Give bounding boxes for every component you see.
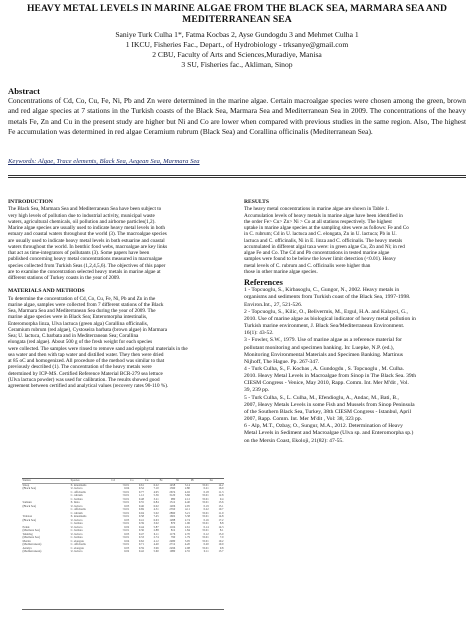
table-cell: Erdek bbox=[22, 524, 30, 529]
table-row bbox=[22, 550, 224, 554]
table-cell: C. barbata bbox=[70, 496, 83, 501]
reference-line: 2010. Use of marine algae as biological indicator of heavy metal pollution in bbox=[244, 315, 416, 322]
table-cell: 0.46 bbox=[138, 503, 144, 508]
results-heading: RESULTS bbox=[244, 199, 269, 205]
table-cell: 2.88 bbox=[153, 528, 159, 532]
table-cell: <0.01 bbox=[122, 507, 130, 511]
introduction-heading: INTRODUCTION bbox=[8, 199, 53, 205]
methods-heading: MATERIALS AND METHODS bbox=[8, 288, 85, 295]
table-cell: 0.02 bbox=[124, 524, 130, 529]
table-cell: 10.9 bbox=[218, 542, 224, 546]
text-line: lactuca and C. officinalis, Ni in E. linza and C. officinalis. The heavy metals bbox=[244, 237, 403, 244]
title-line: HEAVY METAL LEVELS IN MARINE ALGAE FROM THE BLACK SEA, MARMARA SEA AND bbox=[26, 3, 448, 14]
methods-text bbox=[8, 296, 234, 390]
reference-line: pollutant monitoring and specimen banking. In: Luepke, N.P. (ed.), bbox=[244, 344, 395, 351]
table-cell: 812 bbox=[170, 528, 176, 532]
table-cell: 0.05 bbox=[124, 545, 130, 550]
table-cell: 0.14 bbox=[203, 524, 209, 529]
table-cell: U. lactuca bbox=[70, 549, 83, 553]
table-cell: <0.01 bbox=[122, 489, 130, 494]
table-cell: 7.45 bbox=[153, 514, 159, 518]
table-header-cell: Zn bbox=[209, 479, 224, 483]
text-line: estuary and coastal waters throughout the world (3). The macroalgae species bbox=[8, 231, 167, 238]
table-cell: (Marmara Sea) bbox=[22, 535, 40, 539]
table-cell: U. lactuca bbox=[70, 503, 83, 508]
text-line: Marine algae species are usually used to indicate heavy metal levels in both bbox=[8, 225, 166, 231]
table-cell: 0.05 bbox=[124, 517, 130, 522]
table-cell: 0.69 bbox=[138, 507, 144, 511]
table-cell: U. lactuca bbox=[70, 486, 83, 490]
table-cell: 0.21 bbox=[203, 486, 209, 490]
table-cell: Mersin bbox=[22, 538, 31, 543]
text-line: in C. rubrum; Cd in U. lactuca and C. elongata, Zn in U. lactuca; Pb in U. bbox=[244, 231, 397, 238]
table-cell: 0.19 bbox=[203, 503, 209, 508]
text-line: Sea, Marmara Sea and Mediterranean Sea during the year of 2009. The bbox=[8, 308, 156, 314]
table-cell: 980 bbox=[170, 496, 176, 501]
table-cell: 0.12 bbox=[203, 531, 209, 536]
table-cell: 0.04 bbox=[124, 486, 130, 490]
table-cell: <0.01 bbox=[201, 514, 209, 518]
text-line: the order Fe> Cu> Zn> Ni > Co at all stations respectively. The highest bbox=[244, 218, 392, 225]
table-cell: 3.21 bbox=[153, 496, 159, 501]
text-line: marine algae species were in Black Sea; Enteromorpha intestinalis, bbox=[8, 314, 148, 321]
table-cell: 3.38 bbox=[184, 514, 190, 518]
table-cell: 1104 bbox=[169, 524, 176, 529]
table-cell: 7.9 bbox=[219, 535, 224, 539]
table-cell: 0.22 bbox=[203, 507, 209, 511]
reference-line: organisms and sediments from Turkish coast of the Black Sea, 1997-1998. bbox=[244, 294, 411, 301]
table-cell: 0.02 bbox=[124, 549, 130, 553]
table-cell: 0.58 bbox=[138, 514, 144, 518]
table-cell: 0.39 bbox=[138, 521, 144, 525]
reference-line: 39, 239 pp. bbox=[244, 387, 270, 394]
table-cell: 12.8 bbox=[218, 493, 224, 497]
table-cell: Tekirdag bbox=[22, 531, 33, 536]
reference-line: on the Mersin Coast, Ekoloji, 21(82): 47-55. bbox=[244, 437, 344, 444]
table-cell: 15.0 bbox=[218, 531, 224, 536]
section-divider bbox=[8, 175, 466, 178]
reference-line: Monitoring Environmental Materials and Specimen Banking. Martinus bbox=[244, 351, 403, 358]
title-line: MEDITERRANEAN SEA bbox=[182, 14, 292, 25]
table-cell: <0.01 bbox=[122, 514, 130, 518]
table-header-cell: Ni bbox=[176, 479, 191, 483]
table-cell: 0.59 bbox=[138, 545, 144, 550]
introduction-text bbox=[8, 206, 234, 281]
right-column bbox=[244, 199, 472, 445]
table-header-cell: Co bbox=[130, 479, 145, 483]
table-cell: 0.16 bbox=[203, 517, 209, 522]
table-cell: C. officinalis bbox=[70, 542, 86, 546]
reference-line: 4 - Turk Culha, S., F. Kocbas , A. Gundogdu , S. Topcuoglu , M. Culha. bbox=[244, 365, 405, 372]
table-cell: <0.01 bbox=[201, 496, 209, 501]
table-cell: 2.61 bbox=[184, 524, 190, 529]
text-line: those in other marine algae species. bbox=[244, 268, 318, 275]
table-cell: <0.01 bbox=[122, 500, 130, 504]
table-cell: 0.20 bbox=[203, 542, 209, 546]
text-line: were collected. The samples were rinsed to remove sand and epiphytal materials in the bbox=[8, 345, 188, 352]
table-cell: 1.84 bbox=[184, 528, 190, 532]
table-cell: C. officinalis bbox=[70, 489, 86, 494]
table-cell: 2712 bbox=[169, 542, 176, 546]
text-line: Ceramium rubrum (red algae), Cystoseira barbata (brown algae) in Marmara bbox=[8, 326, 168, 333]
table-cell: 3.96 bbox=[153, 545, 159, 550]
heavy-metal-table bbox=[22, 478, 224, 610]
text-line: accumulated in different algal taxa were: in green algae Cu, Zn and Ni; in red bbox=[244, 243, 405, 250]
table-cell: <0.01 bbox=[122, 521, 130, 525]
reference-line: 2010. Heavy Metal Levels in Macroalgae from Sinop in The Black Sea. 39th bbox=[244, 373, 417, 380]
reference-line: 1 - Topcuoglu, S., Kirbasoglu, C., Gungor, N., 2002. Heavy metals in bbox=[244, 287, 400, 294]
affiliation: 2 CBU, Faculty of Arts and Sciences,Muradiye, Manisa bbox=[152, 50, 322, 59]
table-cell: C. officinalis bbox=[70, 507, 86, 511]
table-cell: 0.62 bbox=[138, 538, 144, 543]
table-cell: 1458 bbox=[169, 482, 176, 487]
references-list bbox=[244, 287, 472, 444]
table-cell: 6.22 bbox=[153, 482, 159, 487]
reference-line: 5 - Turk Culha, S., L. Culha, M., Efendioglu, A., Andac, M., Bati, B., bbox=[244, 394, 399, 401]
table-cell: 3.66 bbox=[184, 493, 190, 497]
table-cell: 870 bbox=[170, 521, 176, 525]
table-cell: E. intestinalis bbox=[70, 482, 87, 487]
table-cell: <0.01 bbox=[122, 493, 130, 497]
table-cell: C. elongata bbox=[70, 538, 84, 543]
table-cell: 4.31 bbox=[153, 507, 159, 511]
table-cell: 5.60 bbox=[153, 549, 159, 553]
table-cell: (Black Sea) bbox=[22, 486, 37, 490]
table-cell: 4.95 bbox=[153, 489, 159, 494]
table-cell: (Black Sea) bbox=[22, 517, 37, 522]
text-line: Enteromorpha linza, Ulva lactuca (green alga) Corallina officinalis, bbox=[8, 320, 149, 327]
table-cell: 0.61 bbox=[138, 482, 144, 487]
table-cell: 2674 bbox=[169, 489, 176, 494]
table-cell: 4.20 bbox=[184, 542, 190, 546]
table-cell: 0.55 bbox=[138, 500, 144, 504]
table-cell: 5.02 bbox=[153, 510, 159, 515]
abstract-text: Concentrations of Cd, Co, Cu, Fe, Ni, Pb and Zn were determined in the marine algae. Certain macroalgae species were chosen among the green, brown and red algae species at 7 stations in the Turkish coasts of the Black Sea, Marmara Sea and Mediterranean Sea in 2009. The concentrations of the heavy metals Fe, Zn and Cu in the present study are higher but Ni and Co are lower when compared with previous studies in the same region. Also, The highest Fe accumulation was determined in red algae Ceramium rubrum (Black Sea) and Corallina officinalis (Mediterranean Sea). bbox=[8, 96, 466, 136]
text-line: The heavy metal concentrations in marine algae are shown in Table 1. bbox=[244, 206, 390, 213]
table-cell: 0.33 bbox=[138, 535, 144, 539]
table-cell: 17.2 bbox=[218, 517, 224, 522]
table-cell: C. rubrum bbox=[70, 510, 83, 515]
table-cell: 14.3 bbox=[218, 524, 224, 529]
table-cell: 10.2 bbox=[218, 538, 224, 543]
table-cell: Antalya bbox=[22, 545, 32, 550]
table-cell: 2.95 bbox=[184, 503, 190, 508]
text-line: different stations of Turkey coasts in the year of 2009. bbox=[8, 275, 121, 281]
reference-line: 2007, Heavy Metals Levels in some Fish and Mussels from Sinop Peninsula bbox=[244, 401, 415, 408]
text-line: uptake in marine algae species at the sampling sites were as follows: Fe and Co bbox=[244, 225, 409, 231]
table-cell: C. rubrum bbox=[70, 493, 83, 497]
table-cell: 0.44 bbox=[138, 524, 144, 529]
table-cell: Samsun bbox=[22, 500, 32, 504]
text-line: determined by ICP-MS. Certified Reference Material BCR-279 sea lettuce bbox=[8, 370, 163, 377]
table-cell: 790 bbox=[170, 535, 176, 539]
table-cell: 1.96 bbox=[184, 521, 190, 525]
table-cell: 4.40 bbox=[153, 542, 159, 546]
table-cell: 0.42 bbox=[138, 549, 144, 553]
table-cell: <0.01 bbox=[201, 493, 209, 497]
table-cell: 7.10 bbox=[153, 486, 159, 490]
table-cell: 16.9 bbox=[218, 486, 224, 490]
table-cell: E. linza bbox=[70, 500, 80, 504]
table-cell: <0.01 bbox=[122, 542, 130, 546]
text-line: Accumulation levels of heavy metals in marine algae have been identified in bbox=[244, 212, 403, 219]
table-body bbox=[22, 483, 224, 554]
table-cell: 0.94 bbox=[138, 510, 144, 515]
table-cell: 2.80 bbox=[184, 486, 190, 490]
table-cell: C. elongata bbox=[70, 545, 84, 550]
table-cell: 0.48 bbox=[138, 496, 144, 501]
table-cell: 13.7 bbox=[218, 549, 224, 553]
table-cell: <0.01 bbox=[201, 535, 209, 539]
table-cell: (Mediterranean) bbox=[22, 542, 42, 546]
text-line: Sea; U. lactuca, C.barbata and in Mediterranean Sea; Corallina bbox=[8, 333, 139, 339]
table-cell: <0.01 bbox=[122, 535, 130, 539]
table-cell: 0.77 bbox=[138, 489, 144, 494]
table-cell: 6.02 bbox=[153, 503, 159, 508]
table-cell: 6.11 bbox=[153, 531, 159, 536]
keywords-line: Keywords: Algae, Trace elements, Black Sea, Aegean Sea, Marmara Sea bbox=[8, 158, 200, 165]
text-line: The Black Sea, Marmara Sea and Mediterranean Sea have been subject to bbox=[8, 206, 162, 213]
table-cell: 1288 bbox=[169, 517, 176, 522]
text-line: waters, agricultural chemicals, oil pollution and airborne particles(1,2). bbox=[8, 218, 156, 225]
text-line: are to examine the concentration selected heavy metals in marine algae at bbox=[8, 268, 161, 275]
table-cell: 8.8 bbox=[219, 521, 224, 525]
table-cell: 0.52 bbox=[138, 486, 144, 490]
table-cell: <0.01 bbox=[122, 496, 130, 501]
table-cell: (Black Sea) bbox=[22, 503, 37, 508]
text-line: metal levels of C. rubrum and C. officinalis were higher than bbox=[244, 262, 371, 269]
table-cell: 3.02 bbox=[153, 521, 159, 525]
table-cell: 1176 bbox=[169, 531, 176, 536]
table-cell: <0.01 bbox=[122, 528, 130, 532]
table-header-cell: Pb bbox=[190, 479, 209, 483]
table-cell: <0.01 bbox=[201, 500, 209, 504]
table-cell: <0.01 bbox=[201, 482, 209, 487]
table-cell: 2890 bbox=[169, 510, 176, 515]
table-cell: 2.12 bbox=[184, 496, 190, 501]
table-header-cell: Cd bbox=[111, 479, 130, 483]
table-cell: Sinop bbox=[22, 482, 30, 487]
table-cell: 3.05 bbox=[184, 538, 190, 543]
table-cell: <0.01 bbox=[201, 538, 209, 543]
text-line: published concerning heavy metal concentrations measured in macroalgae bbox=[8, 256, 163, 263]
table-cell: 2480 bbox=[169, 538, 176, 543]
results-text bbox=[244, 206, 472, 275]
reference-line: 2 - Topcuoglu, S., Kilic, O., Belivermis, M., Ergul, H.A. and Kalayci, G., bbox=[244, 308, 408, 315]
table-cell: <0.01 bbox=[201, 510, 209, 515]
table-cell: <0.01 bbox=[122, 510, 130, 515]
table-cell: U. lactuca bbox=[70, 517, 83, 522]
table-header-cell: Species bbox=[70, 479, 111, 483]
author-block bbox=[40, 30, 434, 70]
table-cell: 0.11 bbox=[203, 549, 209, 553]
table-cell: 0.36 bbox=[138, 528, 144, 532]
text-line: agreement between certified and analytical values (recovery rates 90-110 %). bbox=[8, 383, 169, 389]
text-line: waters throughout the world. In benthic food webs, macroalgae are key links bbox=[8, 243, 168, 250]
text-line: at 85 oC and homogenized. All procedure of the method was similar to that bbox=[8, 358, 165, 364]
table-cell: 2.74 bbox=[153, 535, 159, 539]
text-line: marine algae, samples were collected from 7 different stations of the Black bbox=[8, 301, 164, 308]
paper-title bbox=[18, 3, 456, 25]
table-cell: 13.6 bbox=[218, 500, 224, 504]
table-cell: 5.36 bbox=[153, 493, 159, 497]
table-cell: 0.47 bbox=[138, 531, 144, 536]
table-header-cell: Cu bbox=[144, 479, 159, 483]
table-cell: (Marmara Sea) bbox=[22, 528, 40, 532]
table-cell: 10.7 bbox=[218, 507, 224, 511]
table-cell: 14.2 bbox=[218, 482, 224, 487]
table-cell: 4.11 bbox=[184, 507, 190, 511]
table-cell: Trabzon bbox=[22, 514, 33, 518]
table-cell: 0.71 bbox=[138, 542, 144, 546]
data-table bbox=[22, 479, 224, 554]
text-line: elongata (red algae). About 500 g of the fresh weight for each species bbox=[8, 339, 153, 346]
table-cell: 2296 bbox=[169, 545, 176, 550]
reference-line: 16(1): 43-52. bbox=[244, 330, 274, 337]
table-cell: (Mediterranean) bbox=[22, 549, 42, 553]
reference-line: 3 - Fowler, S.W., 1979. Use of marine algae as a reference material for bbox=[244, 337, 402, 344]
references-heading: References bbox=[244, 278, 283, 287]
affiliation: 3 SU, Fisheries fac., Akliman, Sinop bbox=[181, 60, 293, 69]
table-cell: 5.87 bbox=[153, 524, 159, 529]
table-cell: 3120 bbox=[169, 493, 176, 497]
text-line: species collected from Turkish Seas (1,2,4,5,6). The objectives of this paper bbox=[8, 262, 166, 269]
table-cell: 2350 bbox=[169, 507, 176, 511]
table-cell: 6.63 bbox=[153, 517, 159, 522]
table-cell: 1390 bbox=[169, 486, 176, 490]
table-cell: 3.14 bbox=[184, 482, 190, 487]
table-cell: 2.98 bbox=[184, 545, 190, 550]
table-cell: 4.40 bbox=[184, 500, 190, 504]
table-cell: 8.1 bbox=[219, 528, 224, 532]
table-cell: 11.9 bbox=[218, 510, 224, 515]
text-line: samples were found to be below the lower limit detection (<0.01). Heavy bbox=[244, 256, 397, 263]
text-line: are usually used to indicate heavy metal levels in both estuarine and coastal bbox=[8, 237, 165, 244]
table-header-cell: Station bbox=[22, 479, 70, 483]
table-cell: 0.03 bbox=[124, 503, 130, 508]
author-list: Saniye Turk Culha 1*, Fatma Kocbas 2, Ayse Gundogdu 3 and Mehmet Culha 1 bbox=[115, 30, 359, 39]
table-cell: 1080 bbox=[169, 549, 176, 553]
table-cell: 2.74 bbox=[184, 517, 190, 522]
table-cell: 2.55 bbox=[184, 549, 190, 553]
table-cell: 0.04 bbox=[124, 538, 130, 543]
table-cell: C. barbata bbox=[70, 528, 83, 532]
text-line: algae Fe and Co. The Cd and Pb concentrations in tested marine algae bbox=[244, 250, 390, 256]
text-line: previously described (1). The concentration of the heavy metals were bbox=[8, 364, 152, 371]
text-line: very high levels of pollution due to industrial activity, municipal waste bbox=[8, 212, 155, 219]
reference-line: Metal Levels in Sediment and Macroalgae (Ulva sp. and Enteromorpha sp.) bbox=[244, 430, 414, 437]
reference-line: 2007, Rapp. Comm. Int. Mer M'dit , Vol: 38, 323 pp. bbox=[244, 416, 363, 423]
table-cell: 2.70 bbox=[184, 531, 190, 536]
table-cell: <0.01 bbox=[201, 528, 209, 532]
table-cell: 0.03 bbox=[124, 531, 130, 536]
table-cell: U. lactuca bbox=[70, 524, 83, 529]
reference-line: Nijhoff, The Hague. Pp. 267-347. bbox=[244, 358, 320, 365]
table-cell: 14.8 bbox=[218, 514, 224, 518]
left-column bbox=[8, 199, 234, 389]
table-cell: <0.01 bbox=[201, 521, 209, 525]
text-line: sea water and then with tap water and distilled water. They then were dried bbox=[8, 351, 164, 358]
table-cell: 1206 bbox=[169, 503, 176, 508]
table-header-cell: Fe bbox=[159, 479, 176, 483]
table-cell: 3.21 bbox=[184, 510, 190, 515]
reference-line: Turkish marine environment, J. Black Sea/Mediterranean Environment. bbox=[244, 323, 405, 330]
text-line: (Ulva lactuca powder) was used for calibration. The results showed good bbox=[8, 376, 160, 383]
abstract-heading: Abstract bbox=[8, 86, 40, 96]
table-cell: 0.18 bbox=[203, 489, 209, 494]
text-line: that act as time-integrators of pollutants (3). Some papers have been bbox=[8, 250, 150, 256]
reference-line: of the Southern Black Sea, Turkey, 38th CIESM Congress - Istanbul, April bbox=[244, 408, 412, 415]
table-cell: 1.12 bbox=[138, 493, 144, 497]
table-cell: C. barbata bbox=[70, 535, 83, 539]
table-cell: C. barbata bbox=[70, 521, 83, 525]
table-cell: 15.1 bbox=[218, 503, 224, 508]
reference-line: Environ.Int., 27, 521-526. bbox=[244, 301, 303, 308]
table-cell: 4.02 bbox=[184, 489, 190, 494]
table-cell: U. lactuca bbox=[70, 531, 83, 536]
table-cell: 9.8 bbox=[219, 545, 224, 550]
table-cell: 9.4 bbox=[219, 496, 224, 501]
table-cell: E. intestinalis bbox=[70, 514, 87, 518]
table-cell: 6.84 bbox=[153, 500, 159, 504]
table-cell: 4.12 bbox=[153, 538, 159, 543]
affiliation: 1 IKCU, Fisheries Fac., Depart., of Hydrobiology - trksanye@gmail.com bbox=[125, 40, 349, 49]
table-cell: <0.01 bbox=[122, 482, 130, 487]
table-cell: 1512 bbox=[169, 500, 176, 504]
text-line: To determine the concentration of Cd, Co, Cu, Fe, Ni, Pb and Zn in the bbox=[8, 295, 156, 302]
table-cell: 11.3 bbox=[218, 489, 224, 494]
table-cell: 0.41 bbox=[138, 517, 144, 522]
table-cell: 1602 bbox=[169, 514, 176, 518]
table-cell: <0.01 bbox=[201, 545, 209, 550]
reference-line: CIESM Congress - Venice, May 2010, Rapp. Comm. Int. Mer M'dit , Vol. bbox=[244, 380, 409, 387]
reference-line: 6 - Alp, M.T., Ozbay, O., Sungur, M.A., 2012. Determination of Heavy bbox=[244, 423, 403, 430]
table-cell: 1.79 bbox=[184, 535, 190, 539]
